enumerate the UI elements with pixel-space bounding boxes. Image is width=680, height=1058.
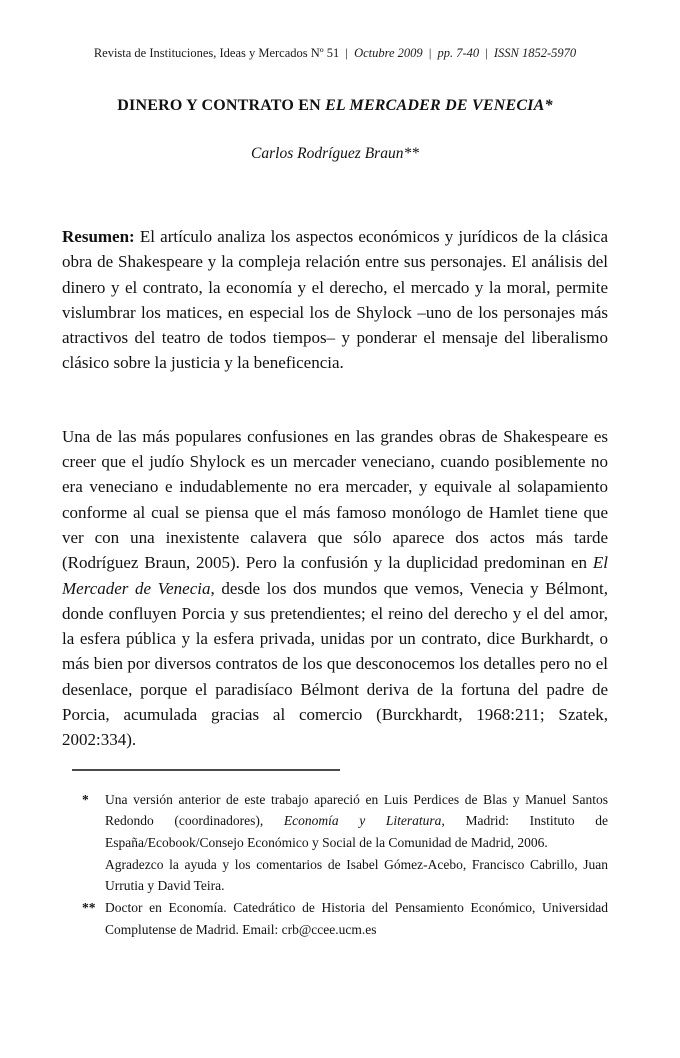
body-paragraph <box>62 424 608 753</box>
footnote-1-marker: * <box>82 791 89 807</box>
article-title <box>62 96 608 115</box>
footnote-1-paragraph-2: Agradezco la ayuda y los comentarios de Isabel Gómez-Acebo, Francisco Cabrillo, Juan Urrutia y David Teira. <box>105 856 608 894</box>
header-separator: | <box>345 46 348 60</box>
footnote-1-text-before: Una versión anterior de este trabajo apareció en Luis Perdices de Blas y Manuel Santos Redondo (coordinadores), <box>105 791 608 829</box>
abstract-text: El artículo analiza los aspectos económicos y jurídicos de la clásica obra de Shakespeare y la compleja relación entre sus personajes. El análisis del dinero y el contrato, la economía y el derecho, el mercado y la moral, permite vislumbrar los matices, en especial los de Shylock –uno de los personajes más atractivos del teatro de todos tiempos– y ponderar el mensaje del liberalismo clásico sobre la justicia y la beneficencia. <box>62 227 608 373</box>
journal-header <box>62 46 608 60</box>
page-range: pp. 7-40 <box>437 46 480 60</box>
issn: ISSN 1852-5970 <box>493 46 577 60</box>
footnote-2-text <box>105 897 608 940</box>
footnote-2-marker: ** <box>82 900 96 916</box>
article-title-plain: DINERO Y CONTRATO EN <box>117 97 326 114</box>
header-separator: | <box>428 46 432 60</box>
abstract-label: Resumen: <box>62 227 135 246</box>
abstract-paragraph <box>62 224 608 376</box>
footnotes <box>62 789 608 941</box>
footnote-1-paragraph-1 <box>105 789 608 854</box>
author-name: Carlos Rodríguez Braun** <box>251 145 419 162</box>
footnote-1-book-title: Economía y Literatura <box>283 813 442 829</box>
body-work-title: El Mercader de Venecia <box>62 553 608 598</box>
footnote-1-text <box>105 789 608 898</box>
issue-date: Octubre 2009 <box>354 46 423 60</box>
header-separator: | <box>485 46 488 60</box>
footnote-rule <box>72 769 340 771</box>
body-text-after: , desde los dos mundos que vemos, Venecia y Bélmont, donde confluyen Porcia y sus pretendientes; el reino del derecho y el del amor, la esfera pública y la esfera privada, unidas por un contrato, dice Burkhardt, o más bien por diversos contratos de los que desconocemos los detalles pero no el desenlace, porque el paradisíaco Bélmont deriva de la fortuna del padre de Porcia, acumulada gracias al comercio (Burckhardt, 1968:211; Szatek, 2002:334). <box>62 578 608 750</box>
footnote-2-paragraph: Doctor en Economía. Catedrático de Historia del Pensamiento Económico, Universidad Complutense de Madrid. Email: crb@ccee.ucm.es <box>105 900 608 937</box>
footnote-1-text-after: , Madrid: Instituto de España/Ecobook/Consejo Económico y Social de la Comunidad de Madrid, 2006. <box>105 813 608 851</box>
journal-name: Revista de Instituciones, Ideas y Mercados Nº 51 <box>93 46 340 60</box>
body-text-before: Una de las más populares confusiones en las grandes obras de Shakespeare es creer que el judío Shylock es un mercader veneciano, cuando posiblemente no era veneciano e indudablemente no era mercader, y equivale al solapamiento conforme al cual se piensa que el más famoso monólogo de Hamlet tiene que ver con una inexistente calavera que sólo aparece dos actos más tarde (Rodríguez Braun, 2005). Pero la confusión y la duplicidad predominan en <box>62 426 608 573</box>
article-title-italic: EL MERCADER DE VENECIA* <box>325 97 553 114</box>
footnote-1 <box>82 789 608 898</box>
footnote-2 <box>82 897 608 940</box>
